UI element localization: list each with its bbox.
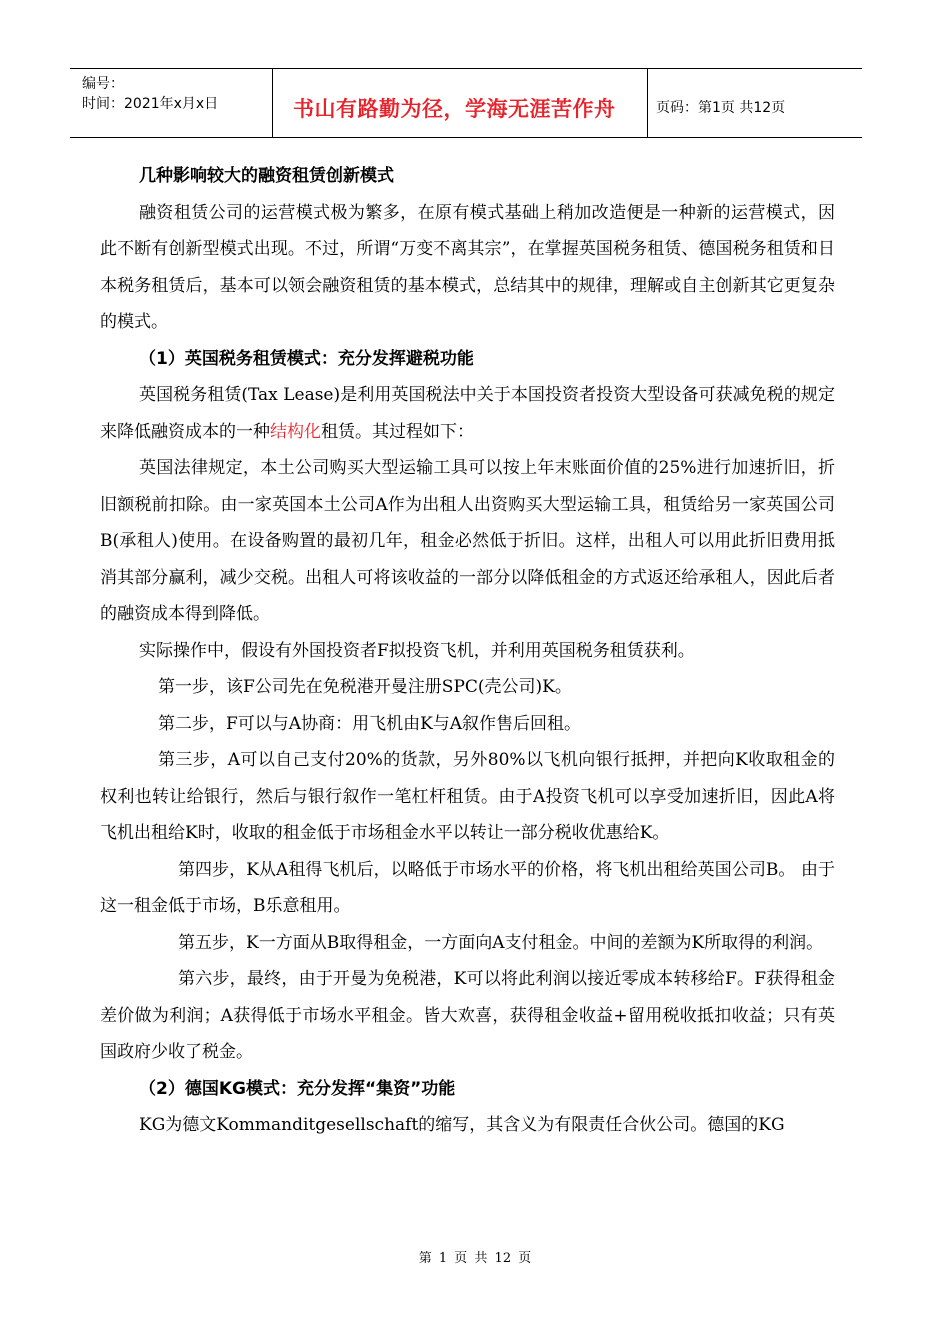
intro-paragraph: 融资租赁公司的运营模式极为繁多，在原有模式基础上稍加改造便是一种新的运营模式，因此不断有创新型模式出现。不过，所谓“万变不离其宗”，在掌握英国税务租赁、德国税务租赁和日本税务租赁后，基本可以领会融资租赁的基本模式，总结其中的规律，理解或自主创新其它更复杂的模式。 xyxy=(100,202,835,332)
step-2: 第二步，F可以与A协商：用飞机由K与A叙作售后回租。 xyxy=(158,713,582,734)
section1-paragraph-2: 英国法律规定，本土公司购买大型运输工具可以按上年末账面价值的25%进行加速折旧，折旧额税前扣除。由一家英国本土公司A作为出租人出资购买大型运输工具，租赁给另一家英国公司B(承租人)使用。在设备购置的最初几年，租金必然低于折旧。这样，出租人可以用此折旧费用抵消其部分赢利，减少交税。出租人可将该收益的一部分以降低租金的方式返还给承租人，因此后者的融资成本得到降低。 xyxy=(100,458,835,624)
document-time-label: 时间：2021年x月x日 xyxy=(82,96,219,112)
step-1: 第一步，该F公司先在免税港开曼注册SPC(壳公司)K。 xyxy=(158,677,572,697)
section1-paragraph-1-text: 英国税务租赁(Tax Lease)是利用英国税法中关于本国投资者投资大型设备可获减免税的规定来降低融资成本的一种 xyxy=(100,385,835,442)
document-body xyxy=(100,158,835,1144)
step-3: 第三步，A可以自己支付20%的货款，另外80%以飞机向银行抵押，并把向K收取租金的权利也转让给银行，然后与银行叙作一笔杠杆租赁。由于A投资飞机可以享受加速折旧，因此A将飞机出租给K时，收取的租金低于市场租金水平以转让一部分税收优惠给K。 xyxy=(100,750,835,843)
section2-paragraph-1: KG为德文Kommanditgesellschaft的缩写，其含义为有限责任合伙公司。德国的KG xyxy=(139,1115,785,1135)
section1-heading: （1）英国税务租赁模式：充分发挥避税功能 xyxy=(139,348,474,369)
step-6: 第六步，最终，由于开曼为免税港，K可以将此利润以接近零成本转移给F。F获得租金差价做为利润；A获得低于市场水平租金。皆大欢喜，获得租金收益+留用税收抵扣收益；只有英国政府少收了税金。 xyxy=(100,969,835,1062)
header-right-cell xyxy=(648,69,862,137)
page-footer: 第 1 页 共 12 页 xyxy=(418,1251,532,1266)
header-motto-cell xyxy=(273,69,648,137)
section1-paragraph-3: 实际操作中，假设有外国投资者F拟投资飞机，并利用英国税务租赁获利。 xyxy=(139,640,695,661)
header-page-indicator: 页码：第1页 共12页 xyxy=(656,100,786,116)
header-motto: 书山有路勤为径，学海无涯苦作舟 xyxy=(293,97,616,121)
document-number-label: 编号： xyxy=(82,76,124,92)
step-4: 第四步，K从A租得飞机后，以略低于市场水平的价格，将飞机出租给英国公司B。 由于这一租金低于市场，B乐意租用。 xyxy=(100,859,835,916)
step-5: 第五步，K一方面从B取得租金，一方面向A支付租金。中间的差额为K所取得的利润。 xyxy=(178,932,824,953)
highlighted-term: 结构化 xyxy=(270,421,321,442)
document-title: 几种影响较大的融资租赁创新模式 xyxy=(139,166,394,186)
section1-paragraph-1-tail: 租赁。其过程如下： xyxy=(321,421,474,442)
page-header xyxy=(70,68,862,138)
section2-heading: （2）德国KG模式：充分发挥“集资”功能 xyxy=(139,1078,456,1099)
section1-paragraph-1 xyxy=(100,377,835,450)
header-left-cell xyxy=(70,69,273,137)
